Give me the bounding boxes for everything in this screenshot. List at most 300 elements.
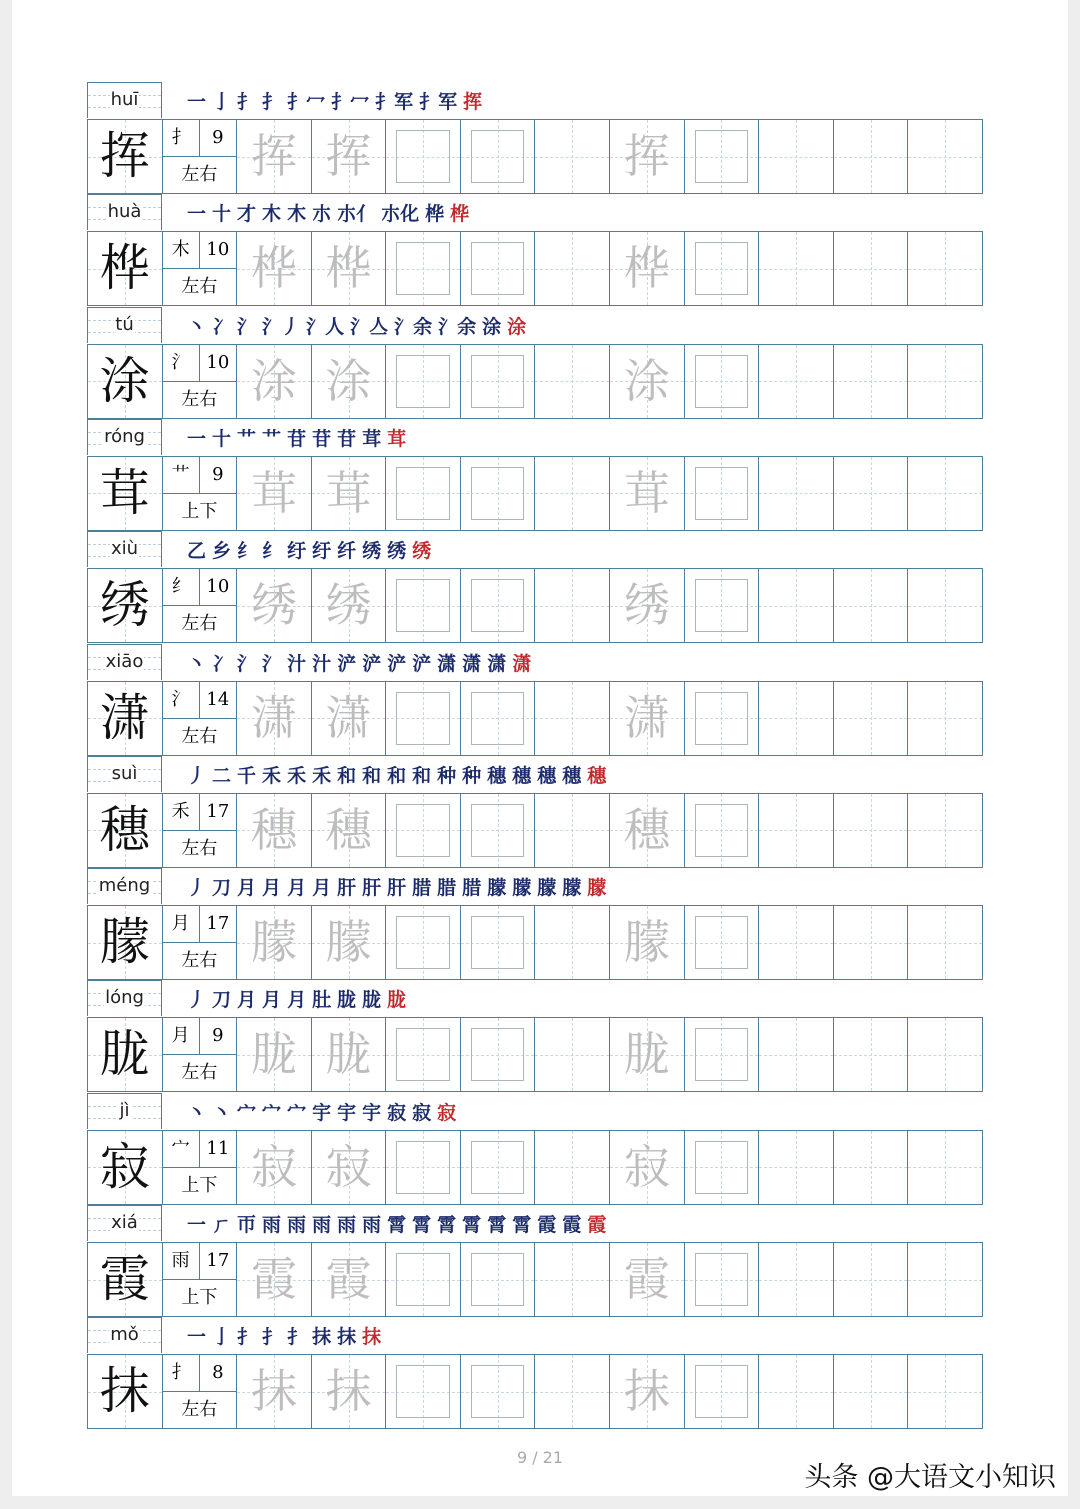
inner-square [396, 242, 450, 295]
trace-character: 涂 [623, 353, 670, 408]
stroke-step: 刀 [212, 877, 232, 900]
pinyin: mǒ [110, 1324, 139, 1346]
practice-cell[interactable] [758, 345, 833, 418]
stroke-step: 胧 [337, 989, 357, 1012]
inner-square [396, 130, 450, 183]
practice-cell[interactable] [236, 794, 311, 867]
model-character-cell [88, 1355, 162, 1428]
radical: 氵 [163, 682, 200, 719]
practice-cell[interactable] [460, 794, 535, 867]
stroke-step: 和 [412, 764, 432, 787]
trace-character: 寂 [325, 1139, 372, 1194]
pinyin-box [87, 1205, 162, 1241]
practice-cell[interactable] [758, 794, 833, 867]
practice-cell[interactable] [907, 682, 982, 755]
practice-cell[interactable] [236, 906, 311, 979]
model-character-cell [88, 1243, 162, 1316]
practice-cell[interactable] [236, 232, 311, 305]
practice-cell[interactable] [907, 569, 982, 642]
practice-cell[interactable] [758, 1243, 833, 1316]
practice-cell[interactable] [236, 1243, 311, 1316]
structure: 上下 [181, 1287, 218, 1308]
practice-cell[interactable] [385, 120, 460, 193]
stroke-order [187, 761, 606, 791]
stroke-step: 潇 [512, 652, 532, 675]
character-entry [87, 868, 983, 980]
inner-square [396, 692, 450, 745]
radical: 雨 [163, 1243, 200, 1280]
trace-character: 茸 [623, 465, 670, 520]
practice-cell[interactable] [684, 794, 759, 867]
model-character: 挥 [99, 127, 150, 185]
stroke-step: 霞 [587, 1214, 607, 1236]
practice-row [87, 793, 983, 868]
trace-character: 挥 [325, 129, 372, 183]
structure: 左右 [181, 613, 218, 635]
stroke-step: 亅 [212, 91, 232, 113]
practice-cell[interactable] [684, 120, 759, 193]
practice-cell[interactable] [236, 345, 311, 418]
stroke-step: 潇 [462, 652, 482, 675]
trace-character: 穗 [623, 802, 670, 857]
practice-cell[interactable] [833, 232, 908, 305]
trace-character: 绣 [623, 578, 670, 633]
stroke-step: 胧 [362, 989, 382, 1012]
stroke-step: 一 [187, 203, 207, 226]
stroke-step: 十 [212, 427, 232, 450]
practice-cell[interactable] [236, 1131, 311, 1204]
stroke-step: 纡 [312, 540, 332, 563]
practice-cell[interactable] [460, 232, 535, 305]
practice-cell[interactable] [534, 1243, 609, 1316]
stroke-step: 朩化 [381, 203, 420, 226]
stroke-step: 艹 [262, 427, 282, 450]
practice-cell[interactable] [385, 794, 460, 867]
practice-cell[interactable] [460, 345, 535, 418]
practice-cell[interactable] [460, 457, 535, 530]
stroke-step: 宀 [287, 1101, 307, 1124]
practice-cell[interactable] [758, 1355, 833, 1428]
stroke-step: 禾 [262, 764, 282, 787]
inner-square [396, 1141, 450, 1194]
stroke-step: 一 [187, 91, 207, 113]
practice-cell[interactable] [907, 1355, 982, 1428]
practice-row [87, 681, 983, 756]
pinyin-box [87, 644, 162, 680]
stroke-step: 雨 [312, 1214, 332, 1236]
stroke-step: 氵丿 [262, 315, 301, 338]
practice-cell[interactable] [833, 569, 908, 642]
practice-cell[interactable] [907, 794, 982, 867]
practice-cell[interactable] [907, 1018, 982, 1091]
stroke-step: 雨 [362, 1214, 382, 1236]
stroke-step: 寂 [387, 1101, 407, 1124]
practice-cell[interactable] [833, 682, 908, 755]
trace-character: 涂 [250, 353, 297, 408]
practice-cell[interactable] [460, 1243, 535, 1316]
practice-cell[interactable] [534, 682, 609, 755]
practice-cell[interactable] [236, 1355, 311, 1428]
practice-cell[interactable] [609, 794, 684, 867]
practice-cell[interactable] [758, 1131, 833, 1204]
practice-row [87, 231, 983, 306]
practice-cell[interactable] [311, 457, 386, 530]
pinyin: xiá [111, 1212, 138, 1233]
stroke-step: 绣 [412, 540, 432, 563]
radical: 禾 [163, 794, 200, 831]
practice-cell[interactable] [311, 1355, 386, 1428]
model-character-cell [88, 906, 162, 979]
stroke-step: 月 [237, 989, 257, 1012]
structure: 左右 [181, 276, 218, 298]
practice-cell[interactable] [534, 1131, 609, 1204]
stroke-step: 冫 [212, 652, 232, 675]
practice-cell[interactable] [609, 232, 684, 305]
practice-cell[interactable] [684, 682, 759, 755]
practice-cell[interactable] [833, 1131, 908, 1204]
stroke-count: 14 [200, 682, 237, 719]
stroke-step: 月 [237, 877, 257, 900]
practice-cell[interactable] [385, 906, 460, 979]
practice-cell[interactable] [236, 682, 311, 755]
stroke-step: 扌冖 [331, 91, 370, 113]
radical: 扌 [163, 120, 200, 157]
practice-cell[interactable] [833, 1018, 908, 1091]
practice-cell[interactable] [236, 569, 311, 642]
stroke-step: 纤 [337, 540, 357, 563]
trace-character: 潇 [623, 690, 670, 745]
practice-cell[interactable] [609, 1243, 684, 1316]
practice-row [87, 1354, 983, 1429]
practice-cell[interactable] [684, 906, 759, 979]
stroke-step: 霄 [387, 1214, 407, 1236]
practice-cell[interactable] [311, 1243, 386, 1316]
practice-cell[interactable] [833, 906, 908, 979]
practice-cell[interactable] [833, 457, 908, 530]
practice-cell[interactable] [236, 457, 311, 530]
practice-cell[interactable] [460, 120, 535, 193]
trace-character: 涂 [325, 353, 372, 408]
practice-cell[interactable] [534, 120, 609, 193]
inner-square [471, 467, 525, 520]
practice-cell[interactable] [311, 345, 386, 418]
practice-cell[interactable] [758, 120, 833, 193]
practice-cell[interactable] [758, 232, 833, 305]
stroke-step: 丿 [187, 989, 207, 1012]
trace-character: 挥 [623, 129, 670, 183]
stroke-step: 涂 [482, 315, 502, 338]
stroke-step: 禾 [312, 764, 332, 787]
stroke-step: 宇 [337, 1101, 357, 1124]
model-character: 潇 [99, 688, 150, 747]
pinyin: róng [104, 425, 145, 447]
stroke-step: 寂 [412, 1101, 432, 1124]
stroke-order [187, 312, 526, 342]
pinyin-box [87, 194, 162, 230]
trace-character: 胧 [325, 1027, 372, 1082]
practice-cell[interactable] [758, 906, 833, 979]
practice-cell[interactable] [684, 569, 759, 642]
stroke-step: 胧 [387, 989, 407, 1012]
practice-cell[interactable] [907, 1131, 982, 1204]
model-character-cell [88, 120, 162, 193]
stroke-step: 霄 [412, 1214, 432, 1236]
character-info [162, 457, 237, 530]
character-info [162, 232, 237, 305]
stroke-step: 霄 [462, 1214, 482, 1236]
stroke-step: 浐 [387, 652, 407, 675]
stroke-step: 霞 [562, 1214, 582, 1236]
stroke-count: 10 [200, 345, 237, 382]
pinyin: xiāo [105, 650, 144, 672]
stroke-step: 才 [237, 203, 257, 226]
inner-square [695, 242, 749, 295]
trace-character: 霞 [325, 1252, 372, 1306]
practice-cell[interactable] [460, 682, 535, 755]
practice-cell[interactable] [460, 1355, 535, 1428]
practice-cell[interactable] [609, 1131, 684, 1204]
practice-cell[interactable] [311, 906, 386, 979]
stroke-count: 17 [200, 794, 237, 831]
radical: 扌 [163, 1355, 200, 1392]
character-entry [87, 531, 983, 643]
structure: 左右 [181, 164, 218, 185]
practice-cell[interactable] [609, 457, 684, 530]
stroke-step: 霄 [487, 1214, 507, 1236]
stroke-step: 腊 [412, 877, 432, 900]
practice-cell[interactable] [460, 906, 535, 979]
stroke-count: 10 [200, 569, 237, 606]
stroke-step: 月 [312, 877, 332, 900]
practice-cell[interactable] [460, 569, 535, 642]
inner-square [695, 579, 749, 632]
stroke-step: 冫 [212, 315, 232, 338]
inner-square [471, 1028, 525, 1081]
practice-cell[interactable] [684, 457, 759, 530]
inner-square [396, 1365, 450, 1418]
practice-cell[interactable] [385, 1131, 460, 1204]
practice-cell[interactable] [833, 345, 908, 418]
practice-row [87, 1130, 983, 1205]
trace-character: 霞 [623, 1252, 670, 1306]
inner-square [695, 1253, 749, 1306]
practice-cell[interactable] [684, 1243, 759, 1316]
inner-square [471, 130, 525, 183]
practice-cell[interactable] [311, 794, 386, 867]
model-character: 涂 [99, 351, 150, 410]
stroke-order [187, 873, 606, 903]
practice-cell[interactable] [236, 1018, 311, 1091]
model-character: 朦 [99, 913, 150, 972]
practice-cell[interactable] [907, 457, 982, 530]
practice-cell[interactable] [684, 232, 759, 305]
stroke-step: 浐 [337, 652, 357, 675]
character-info [162, 794, 237, 867]
practice-cell[interactable] [311, 1018, 386, 1091]
pinyin-box [87, 980, 162, 1016]
stroke-step: 二 [212, 764, 232, 787]
practice-cell[interactable] [311, 1131, 386, 1204]
trace-character: 朦 [623, 915, 670, 970]
character-entry [87, 82, 983, 194]
pinyin: xiù [110, 538, 139, 560]
practice-cell[interactable] [907, 1243, 982, 1316]
stroke-step: 茸 [362, 427, 382, 450]
stroke-step: 雨 [287, 1214, 307, 1236]
stroke-step: 朦 [562, 877, 582, 900]
practice-cell[interactable] [534, 345, 609, 418]
stroke-step: 和 [387, 764, 407, 787]
practice-cell[interactable] [385, 682, 460, 755]
practice-cell[interactable] [460, 1018, 535, 1091]
practice-cell[interactable] [311, 232, 386, 305]
trace-character: 绣 [250, 578, 297, 633]
practice-cell[interactable] [311, 120, 386, 193]
practice-cell[interactable] [907, 120, 982, 193]
inner-square [396, 579, 450, 632]
stroke-step: 霞 [537, 1214, 557, 1236]
practice-cell[interactable] [534, 1018, 609, 1091]
stroke-step: 扌 [287, 1326, 307, 1349]
practice-cell[interactable] [833, 1243, 908, 1316]
practice-cell[interactable] [534, 232, 609, 305]
practice-cell[interactable] [385, 569, 460, 642]
pinyin-box [87, 756, 162, 792]
practice-cell[interactable] [534, 794, 609, 867]
pinyin: suì [111, 762, 138, 784]
practice-cell[interactable] [385, 1018, 460, 1091]
stroke-step: 氵人 [306, 315, 345, 338]
stroke-step: 朩 [312, 203, 332, 226]
practice-cell[interactable] [385, 457, 460, 530]
pinyin-box [87, 868, 162, 904]
practice-cell[interactable] [833, 120, 908, 193]
character-info [162, 682, 237, 755]
practice-cell[interactable] [460, 1131, 535, 1204]
inner-square [695, 130, 749, 183]
practice-cell[interactable] [758, 1018, 833, 1091]
page-indicator: 9 / 21 [516, 1448, 564, 1467]
practice-cell[interactable] [534, 569, 609, 642]
practice-cell[interactable] [684, 1131, 759, 1204]
pinyin: méng [98, 875, 151, 897]
practice-cell[interactable] [609, 120, 684, 193]
stroke-count: 9 [200, 120, 237, 157]
stroke-step: 穗 [512, 764, 532, 787]
radical: 木 [163, 232, 200, 269]
stroke-count: 9 [200, 1018, 237, 1055]
structure: 左右 [181, 725, 218, 747]
practice-cell[interactable] [609, 1018, 684, 1091]
stroke-step: 十 [212, 203, 232, 226]
structure: 左右 [181, 388, 218, 410]
stroke-step: 丶 [187, 315, 207, 338]
practice-cell[interactable] [311, 682, 386, 755]
model-character: 抹 [99, 1362, 150, 1421]
stroke-step: 扌 [237, 91, 257, 113]
stroke-step: 绣 [362, 540, 382, 563]
stroke-step: 氵 [262, 652, 282, 675]
model-character: 穗 [99, 800, 150, 859]
inner-square [471, 242, 525, 295]
pinyin-box [87, 82, 162, 118]
stroke-step: 扌冖 [287, 91, 326, 113]
trace-character: 穗 [325, 802, 372, 857]
practice-cell[interactable] [609, 345, 684, 418]
stroke-step: 一 [187, 1326, 207, 1349]
stroke-step: 宀 [237, 1101, 257, 1124]
practice-cell[interactable] [684, 1355, 759, 1428]
practice-cell[interactable] [609, 1355, 684, 1428]
character-entry [87, 194, 983, 306]
pinyin-box [87, 1093, 162, 1129]
inner-square [695, 692, 749, 745]
practice-cell[interactable] [833, 1355, 908, 1428]
practice-cell[interactable] [684, 345, 759, 418]
practice-cell[interactable] [758, 682, 833, 755]
practice-cell[interactable] [534, 1355, 609, 1428]
practice-cell[interactable] [385, 232, 460, 305]
stroke-step: 月 [262, 989, 282, 1012]
practice-cell[interactable] [684, 1018, 759, 1091]
stroke-step: 氵余 [394, 315, 433, 338]
practice-cell[interactable] [609, 569, 684, 642]
practice-cell[interactable] [385, 1355, 460, 1428]
practice-cell[interactable] [833, 794, 908, 867]
practice-cell[interactable] [907, 345, 982, 418]
character-entry [87, 1205, 983, 1317]
stroke-step: 扌 [237, 1326, 257, 1349]
stroke-step: 扌军 [375, 91, 414, 113]
trace-character: 茸 [250, 465, 297, 520]
practice-cell[interactable] [236, 120, 311, 193]
practice-cell[interactable] [907, 906, 982, 979]
practice-cell[interactable] [534, 906, 609, 979]
practice-cell[interactable] [385, 1243, 460, 1316]
stroke-step: 肝 [387, 877, 407, 900]
stroke-step: 宇 [312, 1101, 332, 1124]
stroke-order [187, 536, 431, 566]
stroke-step: 潇 [487, 652, 507, 675]
practice-cell[interactable] [609, 906, 684, 979]
practice-cell[interactable] [609, 682, 684, 755]
character-info [162, 1355, 237, 1428]
stroke-step: 禾 [287, 764, 307, 787]
practice-cell[interactable] [385, 345, 460, 418]
inner-square [695, 804, 749, 857]
practice-cell[interactable] [758, 569, 833, 642]
structure: 上下 [181, 500, 218, 522]
stroke-step: 纡 [287, 540, 307, 563]
model-character: 茸 [99, 463, 150, 522]
practice-cell[interactable] [907, 232, 982, 305]
model-character-cell [88, 232, 162, 305]
stroke-step: 木 [262, 203, 282, 226]
practice-cell[interactable] [534, 457, 609, 530]
character-entry [87, 756, 983, 868]
practice-cell[interactable] [311, 569, 386, 642]
practice-cell[interactable] [758, 457, 833, 530]
pinyin: huà [107, 201, 142, 223]
inner-square [695, 1028, 749, 1081]
model-character-cell [88, 794, 162, 867]
pinyin-box [87, 419, 162, 455]
inner-square [471, 355, 525, 408]
character-entry [87, 1317, 983, 1429]
trace-character: 潇 [325, 690, 372, 745]
inner-square [471, 692, 525, 745]
stroke-step: 雨 [337, 1214, 357, 1236]
